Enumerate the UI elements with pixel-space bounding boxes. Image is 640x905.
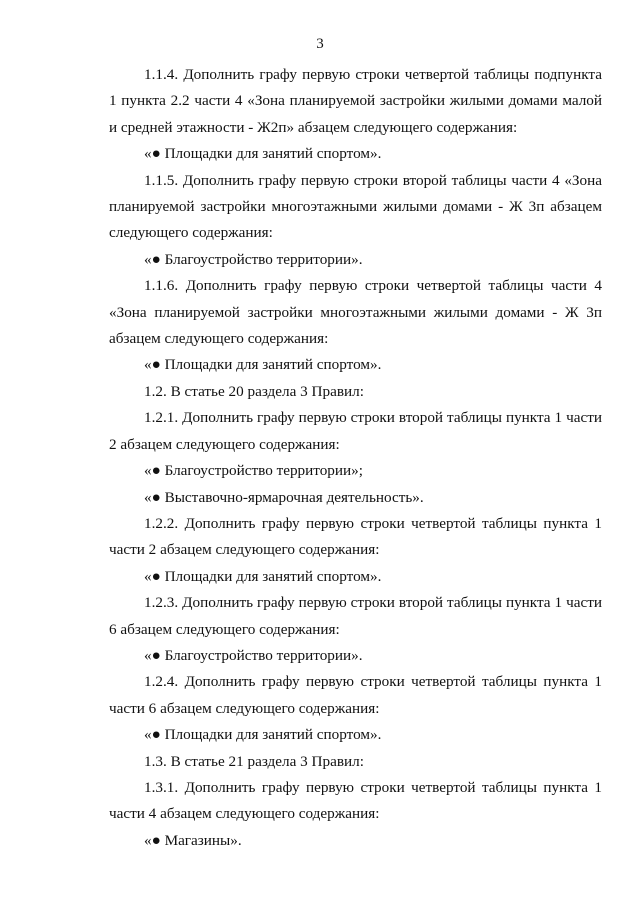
paragraph-1-3: 1.3. В статье 21 раздела 3 Правил: [144,752,364,770]
paragraph-1-1-5: 1.1.5. Дополнить графу первую строки второй таблицы части 4 «Зона планируемой застройки многоэтажными жилыми домами - Ж 3п абзацем следующего содержания: [109,171,602,242]
list-item-sports-grounds: «● Площадки для занятий спортом». [144,145,382,163]
list-item-landscaping: «● Благоустройство территории». [144,250,363,268]
paragraph-1-3-1: 1.3.1. Дополнить графу первую строки четвертой таблицы пункта 1 части 4 абзацем следующего содержания: [109,778,602,823]
paragraph-1-2-1: 1.2.1. Дополнить графу первую строки второй таблицы пункта 1 части 2 абзацем следующего содержания: [109,409,602,453]
paragraph-1-2-3: 1.2.3. Дополнить графу первую строки второй таблицы пункта 1 части 6 абзацем следующего содержания: [109,594,602,638]
list-item-landscaping: «● Благоустройство территории». [144,646,363,664]
paragraph-1-1-6: 1.1.6. Дополнить графу первую строки четвертой таблицы части 4 «Зона планируемой застройки многоэтажными жилыми домами - Ж 3п абзацем следующего содержания: [109,277,602,348]
paragraph-1-1-4: 1.1.4. Дополнить графу первую строки четвертой таблицы подпункта 1 пункта 2.2 части 4 «Зона планируемой застройки жилыми домами малой и средней этажности - Ж2п» абзацем следующего содержания: [109,66,602,136]
list-item-exhibition-fair: «● Выставочно-ярмарочная деятельность». [144,488,424,506]
list-item-landscaping: «● Благоустройство территории»; [144,462,363,480]
list-item-sports-grounds: «● Площадки для занятий спортом». [144,567,382,585]
list-item-sports-grounds: «● Площадки для занятий спортом». [144,726,382,744]
page-number: 3 [316,36,324,52]
paragraph-1-2-4: 1.2.4. Дополнить графу первую строки четвертой таблицы пункта 1 части 6 абзацем следующего содержания: [109,673,602,717]
paragraph-1-2-2: 1.2.2. Дополнить графу первую строки четвертой таблицы пункта 1 части 2 абзацем следующего содержания: [109,514,602,559]
paragraph-1-2: 1.2. В статье 20 раздела 3 Правил: [144,382,364,400]
list-item-shops: «● Магазины». [144,831,242,849]
document-body [109,62,602,854]
list-item-sports-grounds: «● Площадки для занятий спортом». [144,356,382,374]
